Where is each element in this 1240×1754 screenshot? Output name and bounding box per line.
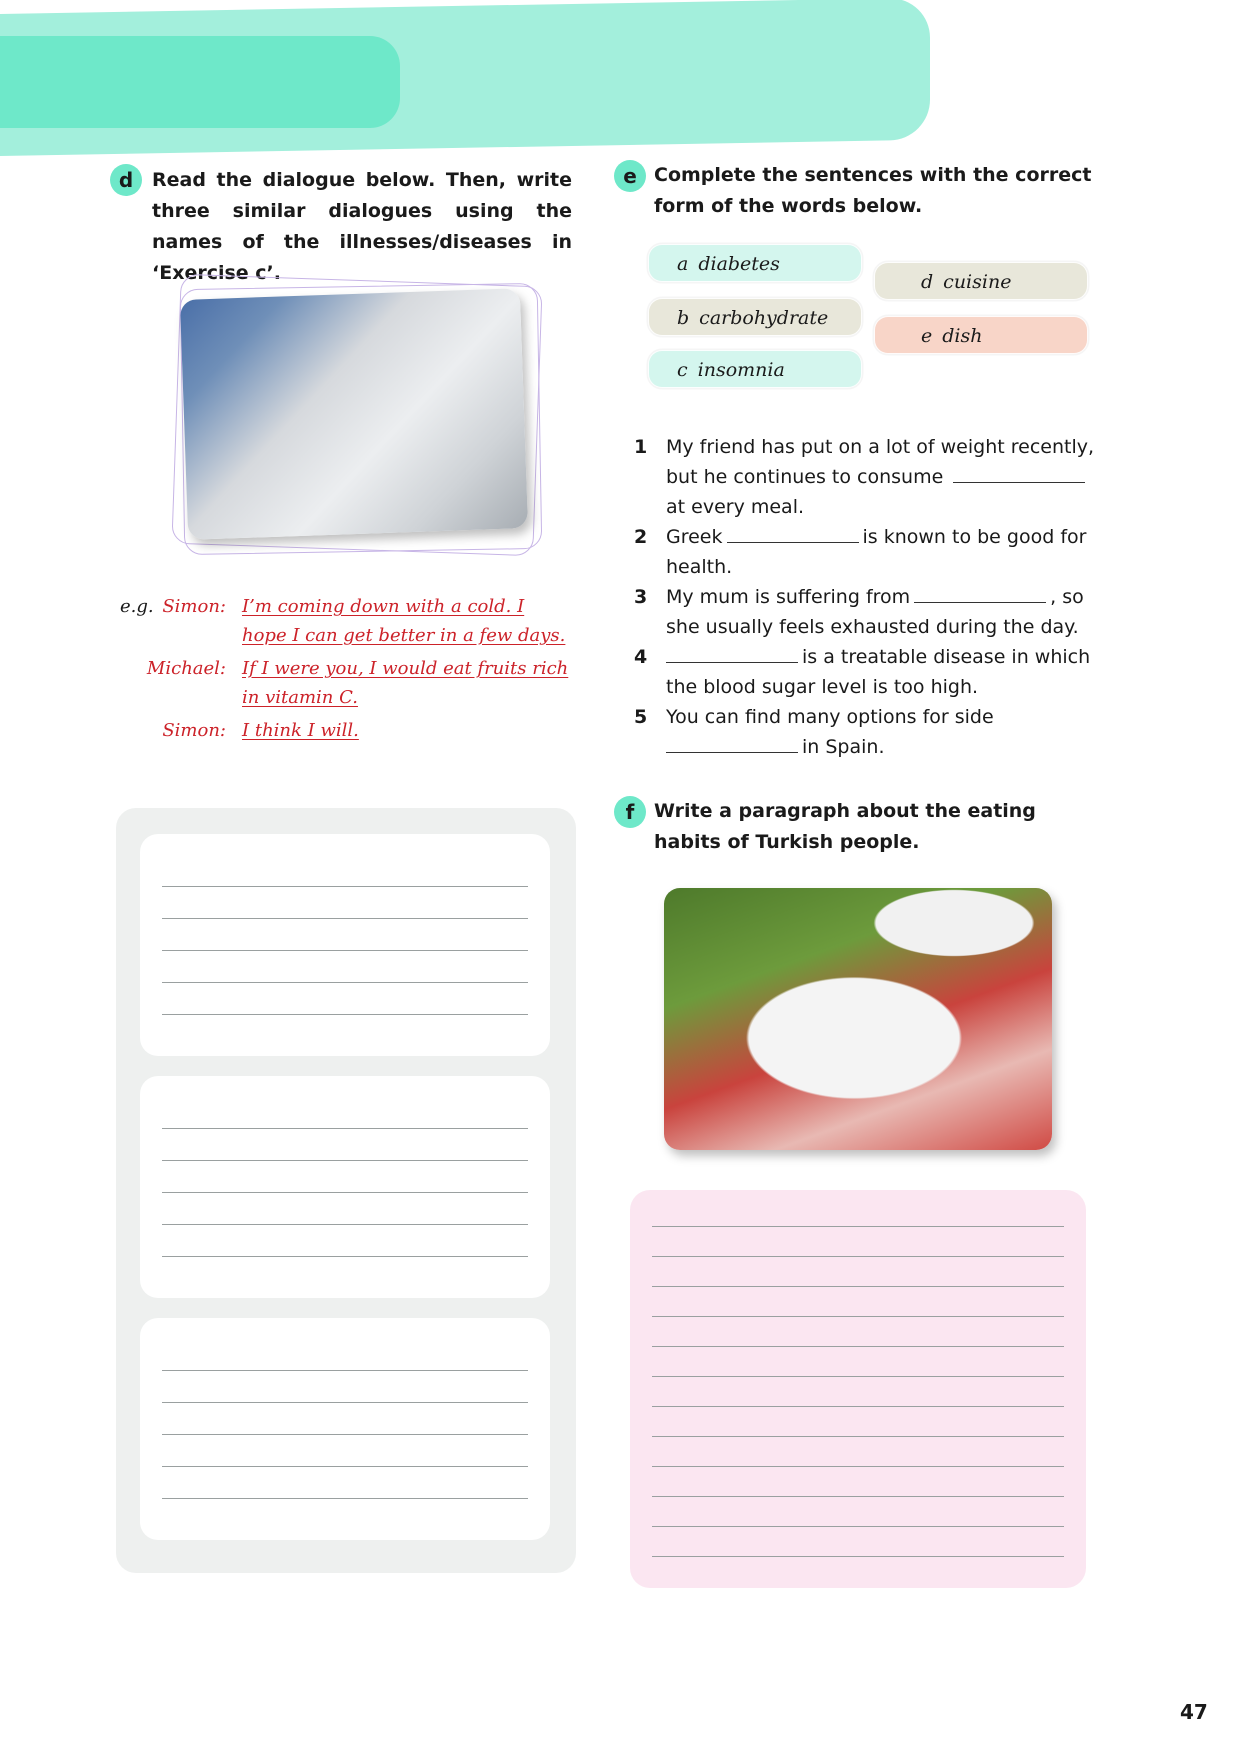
writing-line[interactable] xyxy=(162,1160,528,1161)
word-bank-chip-d: d cuisine xyxy=(874,262,1088,300)
writing-line[interactable] xyxy=(652,1526,1064,1527)
writing-line[interactable] xyxy=(162,1128,528,1129)
sentence-5: 5 You can find many options for side in Spain. xyxy=(634,706,994,758)
writing-line[interactable] xyxy=(652,1286,1064,1287)
dialogue-line: in vitamin C. xyxy=(242,687,358,708)
dialogue-card-3[interactable] xyxy=(140,1318,550,1540)
writing-line[interactable] xyxy=(652,1256,1064,1257)
eg-label: e.g. xyxy=(120,596,154,617)
speaker-simon-1: Simon: xyxy=(162,596,226,617)
writing-line[interactable] xyxy=(652,1466,1064,1467)
writing-line[interactable] xyxy=(162,886,528,887)
writing-line[interactable] xyxy=(162,918,528,919)
writing-line[interactable] xyxy=(652,1406,1064,1407)
exercise-e-instruction: Complete the sentences with the correct form of the words below. xyxy=(654,164,1092,217)
exercise-e-badge: e xyxy=(614,160,646,192)
writing-line[interactable] xyxy=(162,1402,528,1403)
writing-line[interactable] xyxy=(652,1226,1064,1227)
answer-blank[interactable] xyxy=(727,524,859,543)
writing-line[interactable] xyxy=(162,1498,528,1499)
word-bank-chip-a: a diabetes xyxy=(648,244,862,282)
sentence-1: 1 My friend has put on a lot of weight recently, but he continues to consume at every meal. xyxy=(634,436,1095,518)
answer-blank[interactable] xyxy=(666,644,798,663)
writing-line[interactable] xyxy=(162,982,528,983)
writing-line[interactable] xyxy=(162,1434,528,1435)
writing-line[interactable] xyxy=(162,1192,528,1193)
writing-line[interactable] xyxy=(162,1224,528,1225)
answer-blank[interactable] xyxy=(914,584,1046,603)
writing-line[interactable] xyxy=(652,1496,1064,1497)
writing-line[interactable] xyxy=(162,1370,528,1371)
writing-line[interactable] xyxy=(162,1256,528,1257)
dialogue-card-2[interactable] xyxy=(140,1076,550,1298)
answer-blank[interactable] xyxy=(666,734,798,753)
dialogue-line: If I were you, I would eat fruits rich xyxy=(242,658,569,679)
exercise-f-badge: f xyxy=(614,796,646,828)
speaker-michael: Michael: xyxy=(146,658,226,679)
paragraph-writing-panel[interactable] xyxy=(630,1190,1086,1588)
dialogue-card-1[interactable] xyxy=(140,834,550,1056)
dialogue-line: I think I will. xyxy=(242,720,359,741)
answer-blank[interactable] xyxy=(953,464,1085,483)
writing-line[interactable] xyxy=(162,1014,528,1015)
word-bank-chip-b: b carbohydrate xyxy=(648,298,862,336)
sentence-4: 4 is a treatable disease in which the blood sugar level is too high. xyxy=(634,646,1091,698)
writing-line[interactable] xyxy=(652,1346,1064,1347)
writing-line[interactable] xyxy=(652,1316,1064,1317)
sentence-3: 3 My mum is suffering from , so she usually feels exhausted during the day. xyxy=(634,586,1084,638)
exercise-d-badge: d xyxy=(110,164,142,196)
dialogue-line: hope I can get better in a few days. xyxy=(242,625,566,646)
turkish-food-photo xyxy=(664,888,1052,1150)
exercise-d-instruction: Read the dialogue below. Then, write three similar dialogues using the names of the illnesses/diseases in ‘Exercise c’. xyxy=(152,169,572,284)
writing-line[interactable] xyxy=(652,1556,1064,1557)
word-bank-chip-c: c insomnia xyxy=(648,350,862,388)
writing-line[interactable] xyxy=(652,1436,1064,1437)
dialogue-line: I’m coming down with a cold. I xyxy=(242,596,525,617)
exercise-f-instruction: Write a paragraph about the eating habits of Turkish people. xyxy=(654,800,1036,853)
writing-line[interactable] xyxy=(652,1376,1064,1377)
writing-line[interactable] xyxy=(162,950,528,951)
writing-line[interactable] xyxy=(162,1466,528,1467)
speaker-simon-2: Simon: xyxy=(162,720,226,741)
page-number: 47 xyxy=(1180,1700,1208,1724)
dialogue-writing-panel xyxy=(116,808,576,1573)
sentence-2: 2 Greek is known to be good for health. xyxy=(634,526,1087,578)
word-bank-chip-e: e dish xyxy=(874,316,1088,354)
